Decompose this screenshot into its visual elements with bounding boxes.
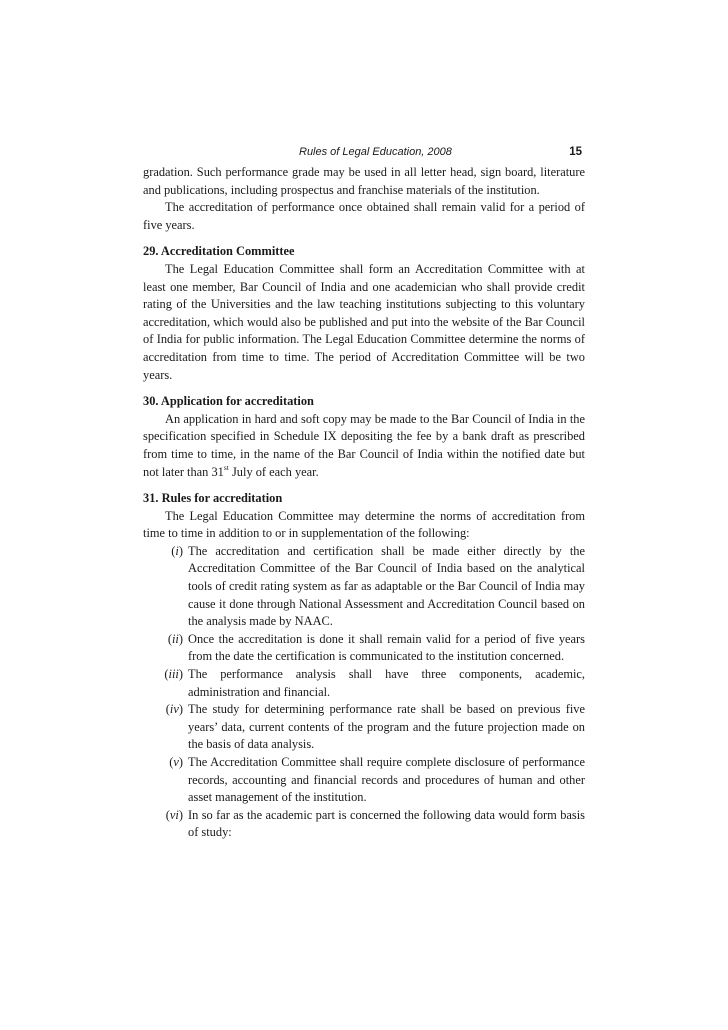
list-item-text: The performance analysis shall have three components, academic, administration and financial.	[188, 667, 585, 699]
list-item	[143, 543, 585, 631]
list-item-text: The Accreditation Committee shall require complete disclosure of performance records, accounting and financial records and procedures of human and other asset management of the institution.	[188, 755, 585, 805]
section-30-body	[143, 411, 585, 481]
running-header	[143, 140, 585, 160]
section-29-heading: 29. Accreditation Committee	[143, 244, 295, 259]
list-item	[143, 807, 585, 842]
section-30-heading: 30. Application for accreditation	[143, 394, 314, 409]
section-30-body-text: An application in hard and soft copy may be made to the Bar Council of India in the specification specified in Schedule IX depositing the fee by a bank draft as prescribed from time to time, in the name of the Bar Council of India within the notified date but not later than 31	[143, 411, 585, 479]
running-title: Rules of Legal Education, 2008	[299, 146, 452, 158]
section-29-body: The Legal Education Committee shall form an Accreditation Committee with at least one member, Bar Council of India and one academician who shall provide credit rating of the Universities and the law teaching institutions subjecting to this voluntary accreditation, which would also be published and put into the website of the Bar Council of India for public information. The Legal Education Committee determine the norms of accreditation from time to time. The period of Accreditation Committee will be two years.	[143, 261, 585, 382]
ordinal-suffix: st	[223, 462, 229, 472]
list-item	[143, 754, 585, 807]
list-item-marker: (iii)	[164, 667, 183, 682]
intro-paragraph-2: The accreditation of performance once obtained shall remain valid for a period of five years.	[143, 200, 585, 232]
list-item-marker: (i)	[171, 543, 183, 558]
list-item-text: The accreditation and certification shall be made either directly by the Accreditation Committee of the Bar Council of India based on the analytical tools of credit rating system as far as adaptable or the Bar Council of India may cause it done through National Assessment and Accreditation Council based on the analysis made by NAAC.	[188, 543, 585, 629]
list-item	[143, 631, 585, 666]
section-29	[143, 243, 585, 384]
section-31	[143, 490, 585, 842]
list-item-text: The study for determining performance rate shall be based on previous five years’ data, current contents of the program and the future projection made on the basis of data analysis.	[188, 702, 585, 752]
list-item-marker: (vi)	[165, 807, 183, 822]
list-item	[143, 666, 585, 701]
section-31-heading: 31. Rules for accreditation	[143, 491, 283, 506]
list-item-text: Once the accreditation is done it shall remain valid for a period of five years from the date the certification is communicated to the institution concerned.	[188, 631, 585, 664]
list-item	[143, 701, 585, 754]
page-number: 15	[569, 146, 582, 158]
rules-list	[143, 543, 585, 842]
intro-paragraph-1: gradation. Such performance grade may be used in all letter head, sign board, literature and publications, including prospectus and franchise materials of the institution.	[143, 165, 585, 197]
section-30-body-end: July of each year.	[228, 464, 319, 479]
list-item-marker: (v)	[169, 755, 183, 769]
section-30	[143, 393, 585, 481]
section-31-intro: The Legal Education Committee may determine the norms of accreditation from time to time in addition to or in supplementation of the following:	[143, 508, 585, 541]
list-item-marker: (iv)	[165, 702, 183, 717]
list-item-marker: (ii)	[167, 631, 183, 646]
list-item-text: In so far as the academic part is concerned the following data would form basis of study:	[188, 807, 585, 840]
document-page	[143, 140, 585, 842]
